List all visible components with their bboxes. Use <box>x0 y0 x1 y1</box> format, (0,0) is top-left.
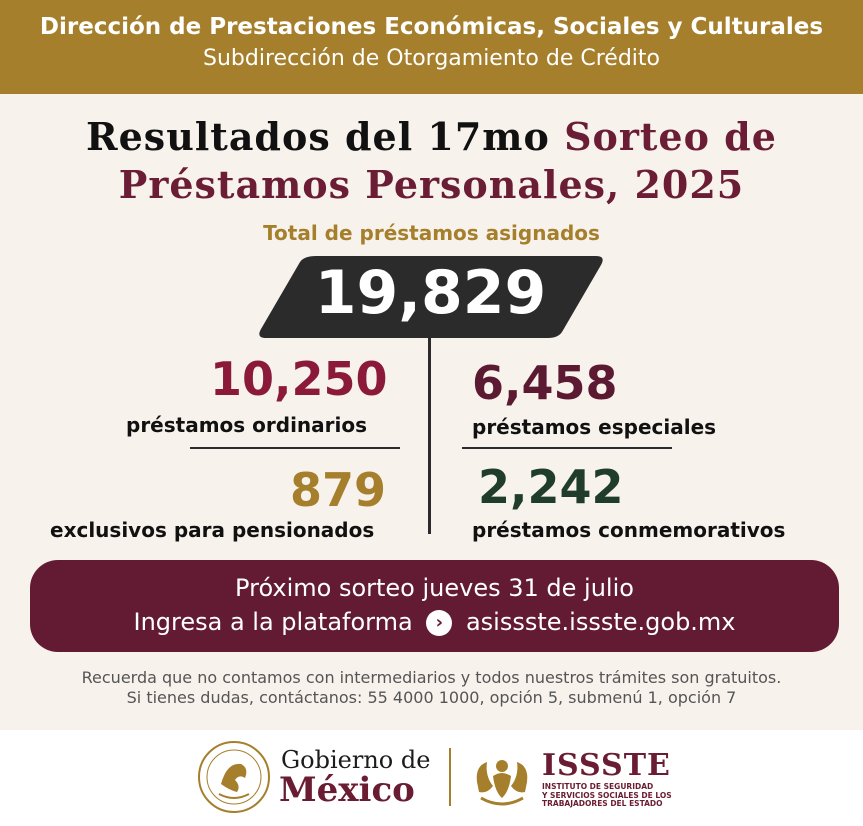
coat-of-arms-icon <box>197 740 271 814</box>
right-divider <box>462 447 672 449</box>
title-accent-part-2: Préstamos Personales, <box>118 162 621 207</box>
platform-prefix: Ingresa a la plataforma <box>133 608 413 636</box>
especiales-value: 6,458 <box>472 356 618 410</box>
ordinarios-value: 10,250 <box>210 352 388 406</box>
total-subtitle: Total de préstamos asignados <box>263 221 600 245</box>
next-draw-banner <box>30 560 839 652</box>
pensionados-label: exclusivos para pensionados <box>50 518 375 542</box>
header-subtitle: Subdirección de Otorgamiento de Crédito <box>203 46 660 71</box>
left-divider <box>190 447 400 449</box>
header-title: Dirección de Prestaciones Económicas, Sociales y Culturales <box>39 14 824 40</box>
notice-line1: Recuerda que no contamos con intermediarios y todos nuestros trámites son gratuitos. <box>81 668 782 687</box>
center-divider <box>428 336 431 534</box>
title-dark-part: Resultados del 17mo <box>86 114 550 159</box>
header-bar <box>0 0 863 94</box>
issste-wordmark: ISSSTE <box>542 748 671 783</box>
footer-divider <box>449 748 451 806</box>
main-title-line2 <box>0 162 863 207</box>
title-year: 2025 <box>634 162 745 207</box>
footer-bar <box>0 730 863 826</box>
main-title-line1 <box>0 114 863 159</box>
gobierno-label: Gobierno de <box>281 746 431 774</box>
platform-link[interactable]: asissste.issste.gob.mx <box>465 608 736 636</box>
next-draw-date: Próximo sorteo jueves 31 de julio <box>235 574 634 602</box>
title-accent-part: Sorteo de <box>564 114 777 159</box>
issste-hands-icon <box>471 748 533 810</box>
total-value: 19,829 <box>314 258 547 328</box>
conmemorativos-label: préstamos conmemorativos <box>472 518 786 542</box>
conmemorativos-value: 2,242 <box>478 460 624 514</box>
mexico-label: México <box>279 770 415 810</box>
notice-line2: Si tienes dudas, contáctanos: 55 4000 1000, opción 5, submenú 1, opción 7 <box>126 688 737 707</box>
ordinarios-label: préstamos ordinarios <box>126 413 368 437</box>
issste-fullname: INSTITUTO DE SEGURIDAD Y SERVICIOS SOCIALES DE LOS TRABAJADORES DEL ESTADO <box>542 782 672 808</box>
chevron-right-icon: › <box>426 610 452 636</box>
especiales-label: préstamos especiales <box>472 415 717 439</box>
pensionados-value: 879 <box>290 463 387 517</box>
platform-line <box>30 608 839 636</box>
